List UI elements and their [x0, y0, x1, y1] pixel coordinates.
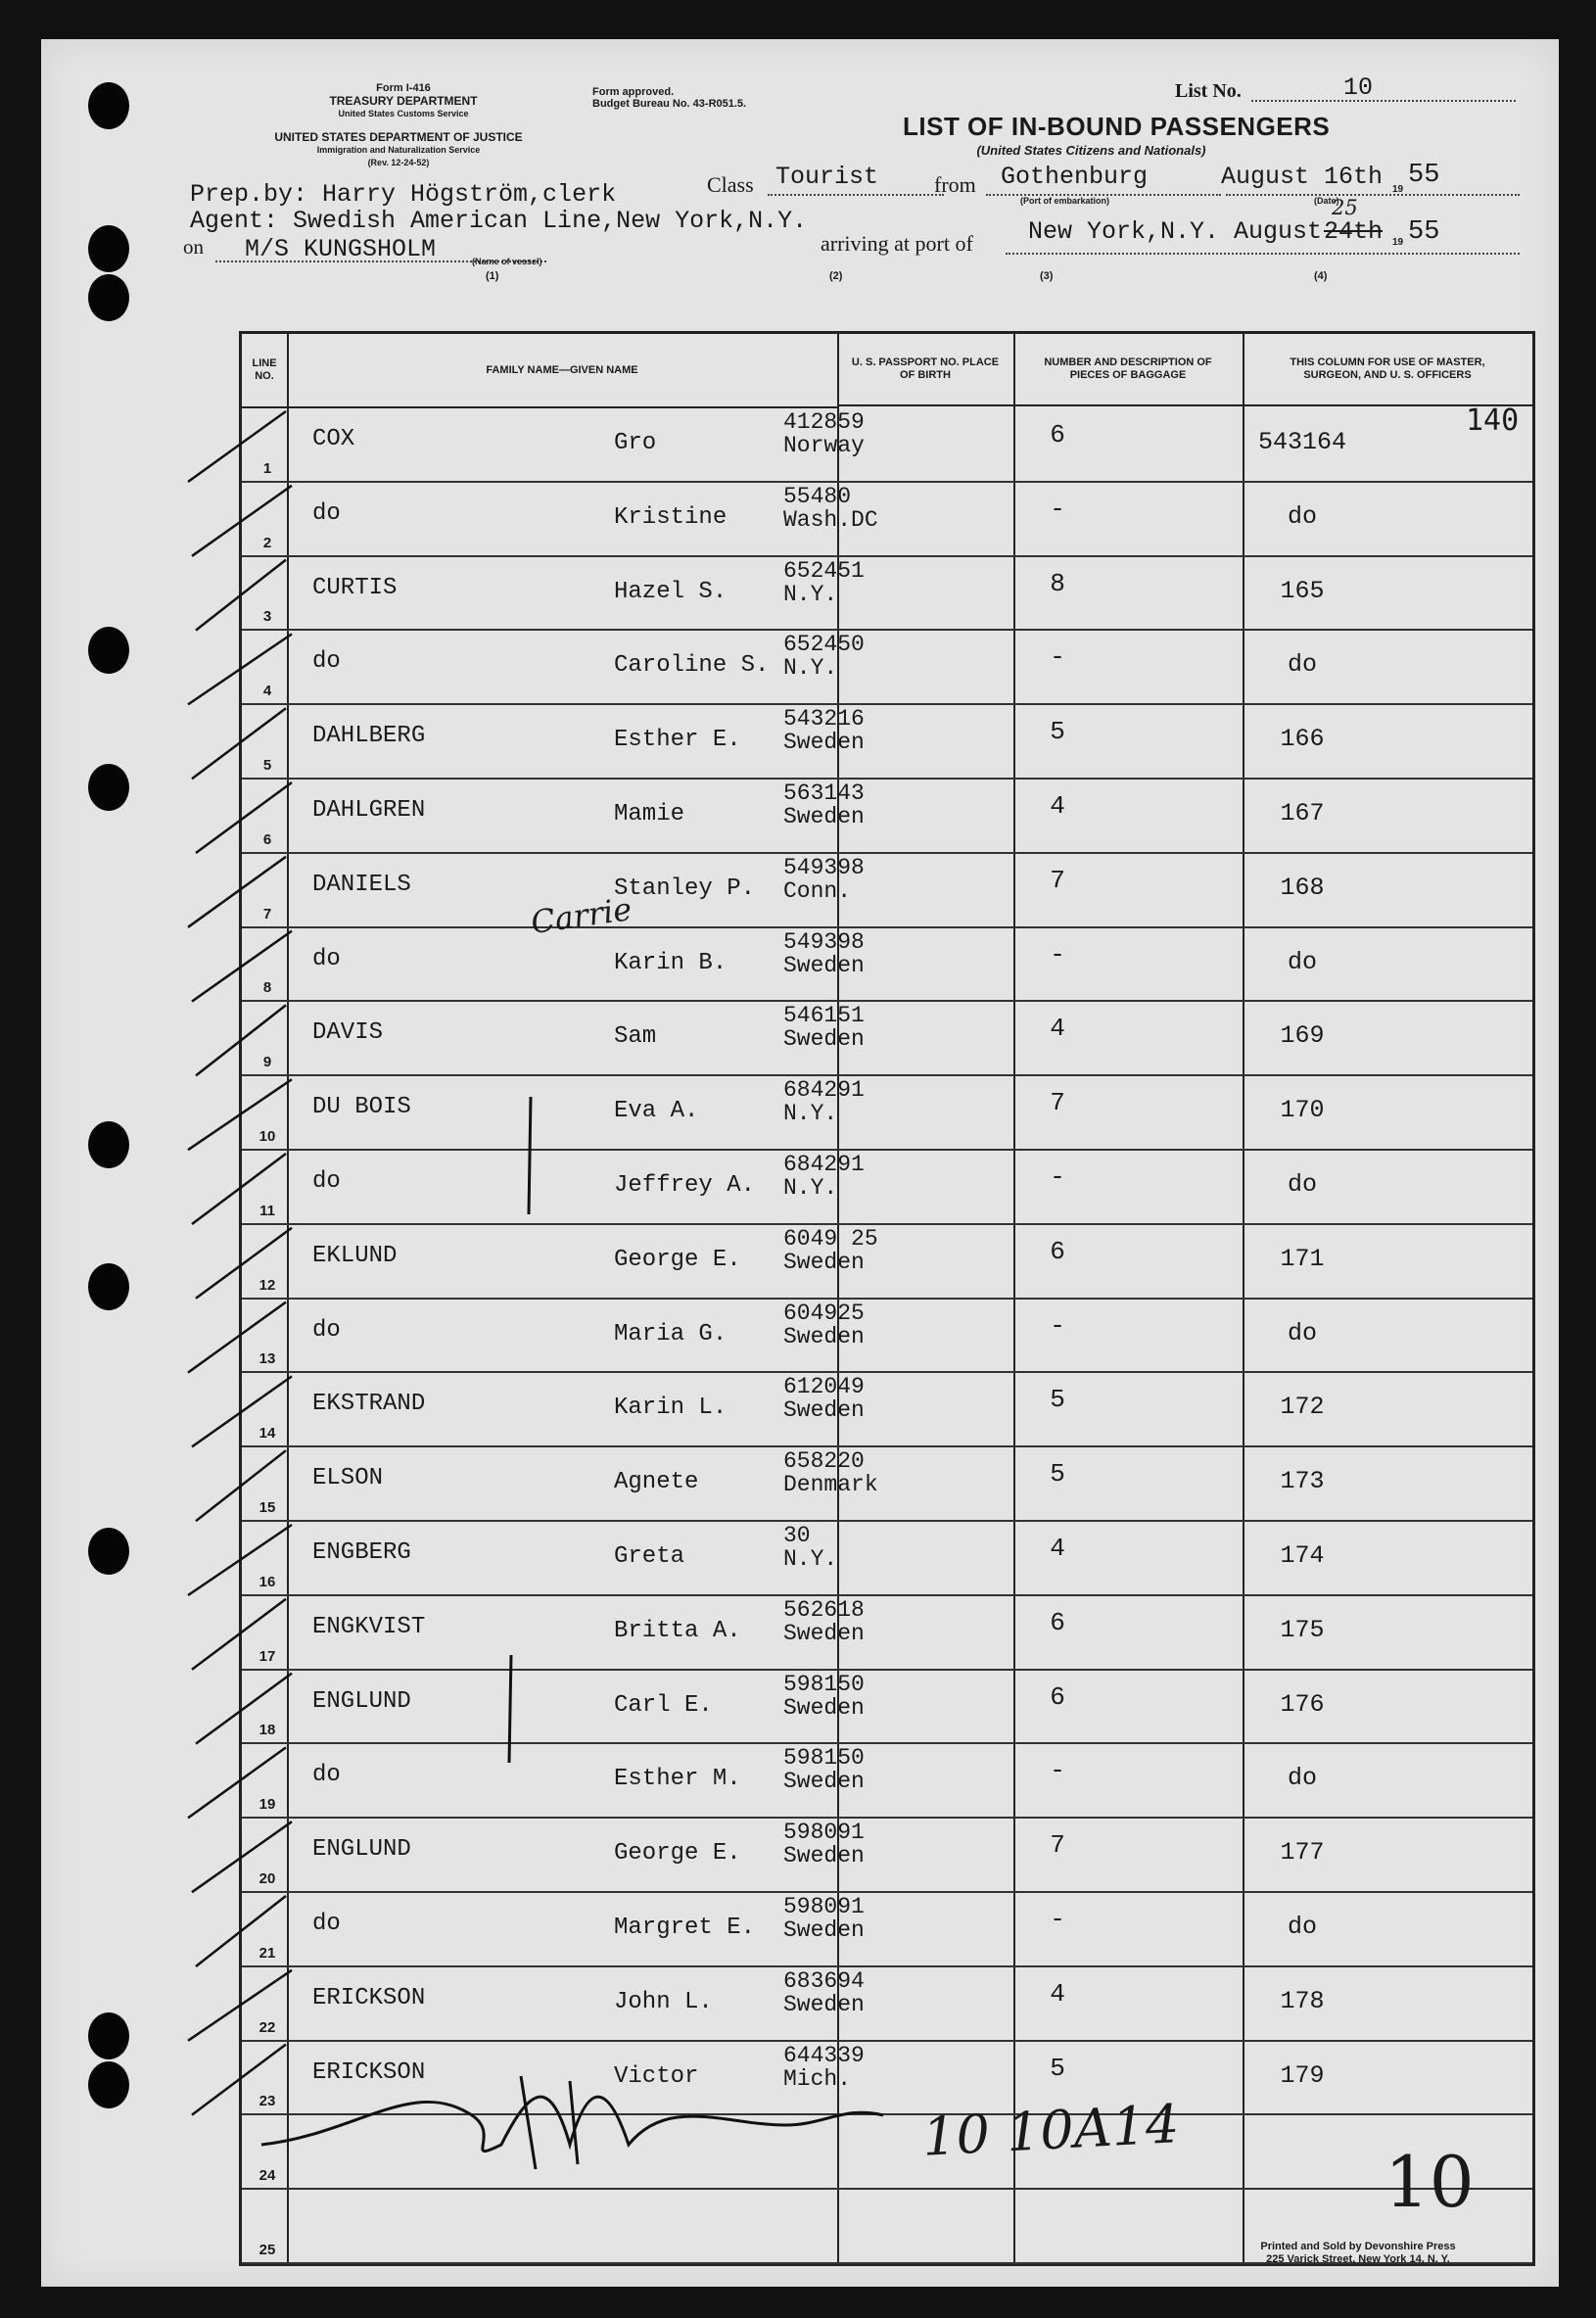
given-name: John L.: [614, 1988, 713, 2015]
given-name: Caroline S.: [614, 652, 770, 680]
line-number: 19: [258, 1796, 276, 1814]
customs-service: United States Customs Service: [338, 109, 469, 118]
family-name: do: [312, 648, 341, 676]
given-name: Britta A.: [614, 1617, 741, 1644]
line-number: 24: [258, 2167, 276, 2185]
family-name: do: [312, 1316, 341, 1344]
place-of-birth: Sweden: [783, 1843, 865, 1869]
check-mark: [188, 1747, 286, 1818]
check-mark: [196, 1896, 286, 1966]
given-name: Eva A.: [614, 1098, 699, 1125]
family-name: ERICKSON: [312, 1984, 426, 2011]
baggage-count: 7: [1050, 865, 1065, 895]
officer-note: 178: [1280, 1986, 1325, 2015]
place-of-birth: Norway: [783, 433, 865, 458]
check-mark: [188, 634, 292, 704]
place-of-birth: Sweden: [783, 1026, 865, 1053]
place-of-birth: Sweden: [783, 1397, 865, 1424]
check-mark: [188, 857, 286, 927]
place-of-birth: Sweden: [783, 1620, 865, 1646]
margin-count: 140: [1466, 403, 1520, 438]
officer-note: do: [1287, 1913, 1317, 1941]
passport-number: 683694: [783, 1967, 865, 1994]
signature-stamp: 10 10A14: [920, 2093, 1181, 2168]
treasury-dept: TREASURY DEPARTMENT: [329, 94, 478, 108]
given-name: Kristine: [614, 503, 728, 531]
baggage-count: -: [1050, 1162, 1065, 1192]
line-number: 5: [262, 756, 272, 774]
line-number: 11: [259, 1202, 275, 1219]
baggage-count: 6: [1050, 1607, 1065, 1637]
passport-number: 562618: [783, 1596, 865, 1623]
baggage-count: 6: [1050, 1681, 1065, 1712]
family-name: do: [312, 945, 341, 972]
place-of-birth: N.Y.: [783, 1101, 838, 1127]
form-approved: Form approved.: [592, 86, 675, 98]
place-of-birth: N.Y.: [783, 655, 838, 682]
baggage-count: 5: [1050, 1459, 1065, 1490]
line-number: 12: [258, 1276, 276, 1294]
port-of-embarkation: Gothenburg: [1001, 163, 1149, 191]
check-mark: [192, 1154, 286, 1224]
officer-note: do: [1287, 501, 1317, 531]
baggage-count: 4: [1050, 1014, 1065, 1044]
family-name: do: [312, 1762, 341, 1789]
family-name: ENGBERG: [312, 1539, 411, 1566]
check-mark: [192, 708, 286, 779]
family-name: EKLUND: [312, 1242, 398, 1269]
family-name: DAHLGREN: [312, 797, 426, 824]
printer-address: 225 Varick Street, New York 14, N. Y.: [1266, 2253, 1450, 2265]
departure-year: 55: [1408, 161, 1440, 190]
given-name: Agnete: [614, 1469, 699, 1496]
list-no-value: 10: [1343, 73, 1374, 102]
given-name: Esther E.: [614, 727, 741, 754]
given-name: Gro: [614, 430, 657, 456]
family-name: ELSON: [312, 1465, 384, 1492]
line-number: 2: [262, 534, 272, 551]
passport-number: 598091: [783, 1894, 865, 1919]
place-of-birth: Denmark: [783, 1472, 878, 1498]
baggage-count: 8: [1050, 568, 1065, 598]
col-ref-3: (3): [1040, 270, 1054, 282]
place-of-birth: Sweden: [783, 1769, 865, 1795]
class-label: Class: [707, 172, 754, 197]
officer-note: do: [1287, 1318, 1317, 1348]
baggage-count: -: [1050, 1310, 1065, 1341]
given-name: Karin B.: [614, 949, 728, 976]
revision-date: (Rev. 12-24-52): [367, 158, 430, 167]
officer-note: 176: [1280, 1689, 1325, 1719]
officer-note: do: [1287, 650, 1317, 680]
baggage-count: 7: [1050, 1088, 1065, 1118]
baggage-count: -: [1050, 642, 1065, 673]
given-name: Hazel S.: [614, 578, 728, 605]
officer-note: 173: [1280, 1467, 1325, 1496]
line-number: 15: [258, 1498, 276, 1516]
passport-number: 30: [783, 1523, 811, 1548]
from-label: from: [934, 172, 976, 197]
place-of-birth: N.Y.: [783, 1175, 838, 1201]
arriving-label: arriving at port of: [821, 231, 973, 256]
page-mark: 10: [1385, 2141, 1475, 2223]
officer-note: 167: [1280, 799, 1325, 828]
line-number: 1: [262, 459, 272, 477]
line-number: 6: [262, 830, 272, 848]
line-number: 22: [258, 2018, 276, 2036]
passport-number: 598150: [783, 1671, 865, 1697]
document-page: [41, 39, 1559, 2287]
line-number: 18: [258, 1722, 276, 1739]
arrival-day-handwritten: 25: [1332, 196, 1358, 219]
check-mark: [188, 411, 286, 482]
passport-number: 55480: [783, 483, 852, 509]
check-mark: [192, 931, 292, 1002]
given-name: George E.: [614, 1840, 741, 1868]
line-number: 20: [258, 1869, 276, 1887]
family-name: do: [312, 499, 341, 527]
family-name: COX: [312, 426, 355, 452]
check-mark: [196, 1228, 292, 1299]
place-of-birth: Conn.: [783, 877, 852, 904]
given-name: Sam: [614, 1023, 657, 1051]
passport-number: 652450: [783, 632, 865, 658]
place-of-birth: Sweden: [783, 730, 865, 756]
passport-number: 6049 25: [783, 1225, 878, 1252]
baggage-count: 4: [1050, 1534, 1065, 1563]
line-number: 16: [258, 1573, 276, 1590]
officer-note: do: [1287, 1170, 1317, 1199]
line-number: 3: [262, 608, 272, 626]
place-of-birth: Sweden: [783, 1694, 865, 1721]
given-name: Victor: [614, 2062, 699, 2090]
officer-note: 169: [1280, 1021, 1325, 1051]
place-of-birth: N.Y.: [783, 581, 838, 607]
form-number: Form I-416: [376, 82, 431, 94]
port-caption: (Port of embarkation): [1020, 196, 1110, 206]
arrival-day: 24th: [1324, 217, 1384, 246]
passport-number: 543216: [783, 706, 865, 733]
passport-number: 652451: [783, 557, 865, 584]
officer-note: do: [1287, 947, 1317, 976]
baggage-count: 7: [1050, 1830, 1065, 1861]
vessel-name: M/S KUNGSHOLM: [245, 235, 437, 263]
given-name: Jeffrey A.: [614, 1172, 756, 1199]
check-mark: [188, 1079, 292, 1150]
baggage-count: 5: [1050, 717, 1065, 747]
col-header-line: LINE NO.: [242, 334, 287, 408]
col-header-officers: THIS COLUMN FOR USE OF MASTER, SURGEON, AND U. S. OFFICERS: [1243, 334, 1532, 406]
family-name: DU BOIS: [312, 1094, 411, 1121]
family-name: do: [312, 1911, 341, 1937]
passport-number: 598150: [783, 1745, 865, 1772]
passport-number: 549398: [783, 854, 865, 880]
place-of-birth: Sweden: [783, 1323, 865, 1349]
check-mark: [188, 1970, 292, 2041]
passport-number: 412859: [783, 409, 865, 435]
col-header-name: FAMILY NAME—GIVEN NAME: [287, 334, 837, 408]
check-mark: [196, 1450, 286, 1521]
family-name: DANIELS: [312, 871, 411, 898]
officer-note: 174: [1280, 1541, 1325, 1570]
check-mark: [192, 1376, 292, 1446]
line-number: 14: [258, 1425, 276, 1443]
passport-number: 549398: [783, 928, 865, 955]
line-number: 10: [258, 1127, 276, 1145]
officer-note: 166: [1280, 725, 1325, 754]
family-name: ERICKSON: [312, 2058, 426, 2086]
baggage-count: 4: [1050, 791, 1065, 821]
col-ref-4: (4): [1314, 270, 1328, 282]
given-name: Mamie: [614, 801, 685, 828]
passport-number: 546151: [783, 1003, 865, 1029]
col-ref-1: (1): [486, 270, 499, 282]
officer-note: 177: [1280, 1838, 1325, 1868]
baggage-count: 4: [1050, 1978, 1065, 2009]
place-of-birth: Sweden: [783, 1917, 865, 1943]
passport-number: 684291: [783, 1152, 865, 1177]
passport-number: 604925: [783, 1300, 865, 1326]
given-name: Carl E.: [614, 1691, 713, 1719]
arrival-year-prefix: 19: [1392, 237, 1404, 248]
officer-note: 171: [1280, 1244, 1325, 1273]
place-of-birth: Mich.: [783, 2065, 852, 2092]
family-name: CURTIS: [312, 574, 398, 601]
arrival-port: New York,N.Y. August: [1028, 217, 1323, 246]
family-name: ENGLUND: [312, 1836, 411, 1864]
form-subtitle: (United States Citizens and Nationals): [976, 143, 1206, 158]
place-of-birth: Sweden: [783, 804, 865, 829]
given-name: Margret E.: [614, 1915, 756, 1941]
passport-number: 598091: [783, 1820, 865, 1846]
check-mark: [192, 1599, 286, 1670]
place-of-birth: Sweden: [783, 952, 865, 978]
prepared-by: Prep.by: Harry Högström,clerk: [190, 180, 617, 209]
officer-note: 170: [1280, 1096, 1325, 1125]
departure-date: August 16th: [1221, 163, 1384, 191]
passport-number: 684291: [783, 1077, 865, 1104]
budget-bureau: Budget Bureau No. 43-R051.5.: [592, 98, 747, 110]
line-number: 9: [262, 1054, 272, 1071]
place-of-birth: Sweden: [783, 1249, 865, 1275]
passport-number: 612049: [783, 1374, 865, 1400]
col-ref-2: (2): [829, 270, 843, 282]
handwritten-carrie: Carrie: [528, 889, 634, 942]
ins-service: Immigration and Naturalization Service: [316, 145, 481, 155]
place-of-birth: Wash.DC: [783, 506, 878, 533]
officer-note: 165: [1280, 576, 1325, 605]
passport-number: 563143: [783, 781, 865, 806]
given-name: Karin L.: [614, 1395, 728, 1422]
given-name: Greta: [614, 1543, 685, 1570]
line-number: 13: [258, 1350, 276, 1368]
line-number: 7: [262, 905, 272, 922]
given-name: George E.: [614, 1246, 741, 1273]
baggage-count: -: [1050, 1756, 1065, 1786]
line-number: 4: [262, 683, 272, 700]
given-name: Esther M.: [614, 1766, 741, 1793]
agent: Agent: Swedish American Line,New York,N.Y.: [190, 207, 808, 235]
check-mark: [192, 486, 292, 556]
check-mark: [192, 2045, 286, 2115]
passport-number: 658220: [783, 1448, 865, 1475]
arrival-year: 55: [1408, 217, 1440, 247]
check-mark: [188, 1302, 286, 1373]
check-mark: [196, 1674, 292, 1744]
family-name: DAVIS: [312, 1019, 384, 1047]
form-title: LIST OF IN-BOUND PASSENGERS: [903, 112, 1331, 141]
place-of-birth: Sweden: [783, 1991, 865, 2017]
list-no-label: List No.: [1175, 80, 1242, 102]
line-number: 25: [258, 2241, 276, 2258]
officer-note: 543164: [1257, 428, 1346, 456]
col-header-baggage: NUMBER AND DESCRIPTION OF PIECES OF BAGGAGE: [1013, 334, 1243, 406]
printer-line: Printed and Sold by Devonshire Press: [1260, 2241, 1456, 2252]
family-name: DAHLBERG: [312, 723, 426, 750]
handwritten-marks: [41, 39, 1559, 2287]
baggage-count: 6: [1050, 1236, 1065, 1266]
passport-number: 644339: [783, 2042, 865, 2068]
year-prefix: 19: [1392, 184, 1404, 195]
officer-note: 172: [1280, 1393, 1325, 1422]
family-name: ENGLUND: [312, 1687, 411, 1715]
class-value: Tourist: [775, 163, 879, 191]
given-name: Maria G.: [614, 1320, 728, 1348]
baggage-count: 5: [1050, 1385, 1065, 1415]
baggage-count: 6: [1050, 420, 1065, 449]
date-caption: (Date): [1314, 196, 1339, 206]
line-number: 17: [258, 1647, 276, 1665]
check-mark: [192, 1821, 292, 1892]
family-name: do: [312, 1168, 341, 1195]
given-name: Stanley P.: [614, 875, 756, 902]
baggage-count: -: [1050, 939, 1065, 970]
vessel-caption: (Name of vessel): [472, 257, 542, 266]
col-header-passport: U. S. PASSPORT NO. PLACE OF BIRTH: [837, 334, 1013, 406]
officer-note: 168: [1280, 873, 1325, 902]
baggage-count: 5: [1050, 2053, 1065, 2083]
check-mark: [196, 560, 286, 631]
justice-dept: UNITED STATES DEPARTMENT OF JUSTICE: [274, 130, 523, 144]
on-label: on: [183, 235, 204, 259]
family-name: ENGKVIST: [312, 1613, 426, 1640]
officer-note: do: [1287, 1764, 1317, 1793]
family-name: EKSTRAND: [312, 1391, 426, 1418]
place-of-birth: N.Y.: [783, 1546, 838, 1572]
line-number: 8: [262, 979, 272, 997]
officer-note: 175: [1280, 1615, 1325, 1644]
officer-note: 179: [1280, 2060, 1325, 2090]
check-mark: [196, 782, 292, 853]
check-mark: [196, 1005, 286, 1075]
line-number: 21: [258, 1944, 276, 1962]
check-mark: [188, 1525, 292, 1595]
baggage-count: -: [1050, 494, 1065, 524]
baggage-count: -: [1050, 1905, 1065, 1934]
line-number: 23: [258, 2093, 276, 2110]
